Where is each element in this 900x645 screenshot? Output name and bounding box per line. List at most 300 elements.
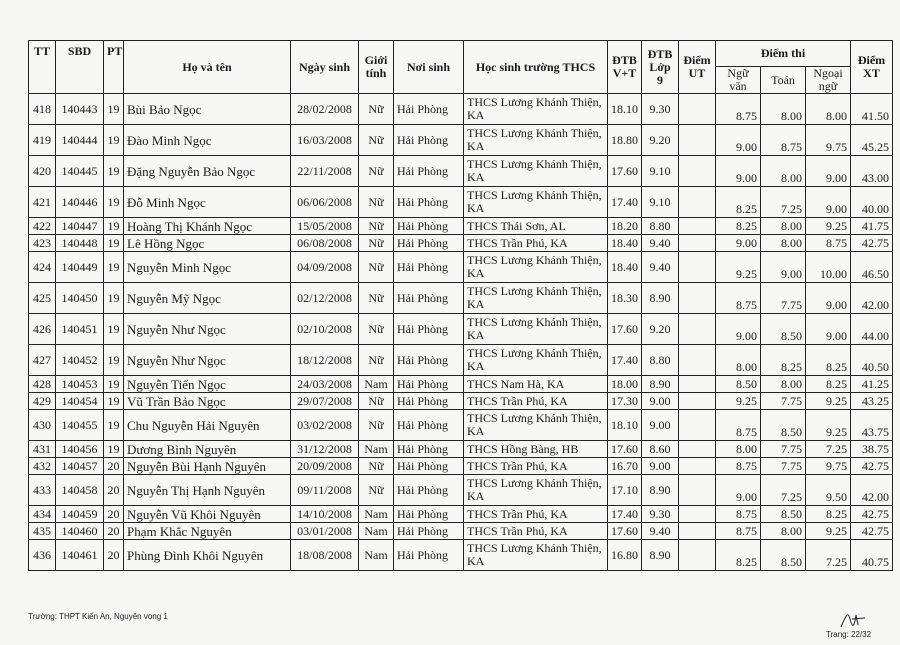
col-diem-ut-line2: UT (688, 66, 706, 80)
cell-diem-ut (679, 458, 716, 475)
cell-dtb-vt: 18.20 (608, 218, 642, 235)
cell-dtb-lop: 8.90 (642, 376, 679, 393)
cell-toan: 9.00 (761, 252, 806, 283)
cell-dob: 09/11/2008 (291, 475, 359, 506)
cell-tt: 425 (29, 283, 56, 314)
cell-diem-ut (679, 252, 716, 283)
cell-gender: Nữ (359, 125, 394, 156)
cell-diem-ut (679, 523, 716, 540)
col-ngu-van-line2: văn (729, 79, 747, 93)
cell-dtb-lop: 9.20 (642, 125, 679, 156)
cell-sbd: 140445 (56, 156, 104, 187)
cell-diem-ut (679, 410, 716, 441)
cell-diem-xt: 42.00 (851, 283, 893, 314)
cell-ngoai-ngu: 8.25 (806, 506, 851, 523)
cell-ngoai-ngu: 8.75 (806, 235, 851, 252)
table-row (29, 187, 893, 218)
cell-ngu-van: 9.00 (716, 156, 761, 187)
cell-dtb-vt: 17.60 (608, 441, 642, 458)
cell-dob: 03/01/2008 (291, 523, 359, 540)
col-tt: TT (29, 41, 56, 94)
cell-school: THCS Trần Phú, KA (464, 458, 608, 475)
cell-toan: 8.00 (761, 94, 806, 125)
cell-diem-ut (679, 376, 716, 393)
cell-pt: 20 (104, 540, 124, 571)
cell-pt: 20 (104, 523, 124, 540)
cell-tt: 421 (29, 187, 56, 218)
cell-pt: 19 (104, 345, 124, 376)
cell-diem-ut (679, 187, 716, 218)
cell-school: THCS Trần Phú, KA (464, 393, 608, 410)
cell-sbd: 140452 (56, 345, 104, 376)
cell-dtb-vt: 17.60 (608, 156, 642, 187)
cell-sbd: 140460 (56, 523, 104, 540)
cell-sbd: 140455 (56, 410, 104, 441)
cell-ngu-van: 8.75 (716, 523, 761, 540)
cell-tt: 431 (29, 441, 56, 458)
cell-diem-xt: 41.50 (851, 94, 893, 125)
col-ngu-van-line1: Ngữ (727, 66, 749, 80)
cell-ngoai-ngu: 7.25 (806, 441, 851, 458)
cell-toan: 7.25 (761, 475, 806, 506)
cell-tt: 436 (29, 540, 56, 571)
cell-name: Nguyễn Như Ngọc (124, 345, 291, 376)
cell-toan: 8.00 (761, 218, 806, 235)
cell-toan: 7.75 (761, 393, 806, 410)
cell-dob: 16/03/2008 (291, 125, 359, 156)
cell-gender: Nam (359, 506, 394, 523)
cell-dtb-lop: 8.90 (642, 540, 679, 571)
col-noi-sinh: Nơi sinh (394, 41, 464, 94)
col-toan: Toán (761, 67, 806, 94)
cell-sbd: 140446 (56, 187, 104, 218)
cell-pt: 19 (104, 218, 124, 235)
cell-tt: 430 (29, 410, 56, 441)
cell-dtb-vt: 17.40 (608, 187, 642, 218)
cell-name: Nguyễn Thị Hạnh Nguyên (124, 475, 291, 506)
cell-ngu-van: 8.75 (716, 458, 761, 475)
cell-sbd: 140450 (56, 283, 104, 314)
cell-ngu-van: 9.00 (716, 235, 761, 252)
cell-sbd: 140457 (56, 458, 104, 475)
cell-dtb-lop: 9.40 (642, 523, 679, 540)
cell-school: THCS Lương Khánh Thiện, KA (464, 540, 608, 571)
table-row (29, 458, 893, 475)
cell-school: THCS Trần Phú, KA (464, 523, 608, 540)
cell-pt: 19 (104, 252, 124, 283)
col-diem-thi: Điểm thi (716, 41, 851, 67)
footer-page-number: Trang: 22/32 (826, 630, 872, 639)
cell-tt: 434 (29, 506, 56, 523)
cell-name: Bùi Bảo Ngọc (124, 94, 291, 125)
cell-dob: 24/03/2008 (291, 376, 359, 393)
cell-tt: 419 (29, 125, 56, 156)
cell-gender: Nữ (359, 314, 394, 345)
cell-tt: 428 (29, 376, 56, 393)
cell-gender: Nữ (359, 345, 394, 376)
cell-ngoai-ngu: 9.75 (806, 125, 851, 156)
cell-diem-xt: 40.75 (851, 540, 893, 571)
cell-ngu-van: 9.00 (716, 125, 761, 156)
cell-place: Hải Phòng (394, 235, 464, 252)
cell-dtb-vt: 18.10 (608, 410, 642, 441)
cell-diem-xt: 40.00 (851, 187, 893, 218)
cell-pt: 20 (104, 506, 124, 523)
cell-place: Hải Phòng (394, 410, 464, 441)
cell-name: Nguyễn Tiến Ngọc (124, 376, 291, 393)
cell-diem-ut (679, 125, 716, 156)
cell-dtb-lop: 8.90 (642, 475, 679, 506)
cell-toan: 8.50 (761, 506, 806, 523)
cell-gender: Nữ (359, 187, 394, 218)
cell-diem-xt: 44.00 (851, 314, 893, 345)
cell-dtb-lop: 9.40 (642, 235, 679, 252)
signature-mark (838, 609, 868, 631)
cell-school: THCS Lương Khánh Thiện, KA (464, 345, 608, 376)
cell-tt: 433 (29, 475, 56, 506)
cell-toan: 7.75 (761, 458, 806, 475)
cell-school: THCS Lương Khánh Thiện, KA (464, 156, 608, 187)
cell-tt: 420 (29, 156, 56, 187)
cell-name: Nguyễn Bùi Hạnh Nguyên (124, 458, 291, 475)
table-row (29, 156, 893, 187)
cell-tt: 422 (29, 218, 56, 235)
col-diem-ut (679, 41, 716, 94)
table-row (29, 345, 893, 376)
cell-place: Hải Phòng (394, 345, 464, 376)
cell-school: THCS Nam Hà, KA (464, 376, 608, 393)
cell-school: THCS Lương Khánh Thiện, KA (464, 125, 608, 156)
cell-diem-xt: 43.75 (851, 410, 893, 441)
cell-dtb-lop: 9.30 (642, 94, 679, 125)
cell-ngu-van: 8.50 (716, 376, 761, 393)
cell-dtb-vt: 17.40 (608, 506, 642, 523)
cell-diem-ut (679, 94, 716, 125)
col-ngoai-ngu-line2: ngữ (818, 79, 838, 93)
cell-tt: 432 (29, 458, 56, 475)
cell-toan: 8.25 (761, 345, 806, 376)
cell-dtb-lop: 9.10 (642, 156, 679, 187)
cell-pt: 20 (104, 458, 124, 475)
cell-school: THCS Lương Khánh Thiện, KA (464, 187, 608, 218)
cell-toan: 8.50 (761, 314, 806, 345)
cell-ngu-van: 8.25 (716, 540, 761, 571)
cell-ngoai-ngu: 7.25 (806, 540, 851, 571)
cell-ngoai-ngu: 9.00 (806, 156, 851, 187)
col-gioi-tinh-line1: Giới (364, 53, 388, 67)
col-ho-ten: Họ và tên (124, 41, 291, 94)
col-diem-xt-line2: XT (863, 66, 880, 80)
cell-pt: 19 (104, 410, 124, 441)
cell-dtb-vt: 18.80 (608, 125, 642, 156)
cell-name: Nguyễn Mỹ Ngọc (124, 283, 291, 314)
cell-name: Hoàng Thị Khánh Ngọc (124, 218, 291, 235)
cell-dob: 28/02/2008 (291, 94, 359, 125)
cell-gender: Nam (359, 376, 394, 393)
cell-dtb-lop: 9.10 (642, 187, 679, 218)
cell-dob: 29/07/2008 (291, 393, 359, 410)
cell-diem-ut (679, 235, 716, 252)
table-body (29, 94, 893, 571)
cell-ngoai-ngu: 8.25 (806, 376, 851, 393)
cell-gender: Nam (359, 540, 394, 571)
cell-dtb-lop: 9.00 (642, 458, 679, 475)
cell-gender: Nam (359, 523, 394, 540)
cell-school: THCS Lương Khánh Thiện, KA (464, 475, 608, 506)
cell-sbd: 140454 (56, 393, 104, 410)
table-row (29, 523, 893, 540)
cell-diem-ut (679, 506, 716, 523)
cell-dob: 15/05/2008 (291, 218, 359, 235)
cell-pt: 20 (104, 475, 124, 506)
cell-dtb-vt: 17.60 (608, 314, 642, 345)
cell-school: THCS Trần Phú, KA (464, 235, 608, 252)
cell-toan: 8.75 (761, 125, 806, 156)
table-row (29, 314, 893, 345)
cell-diem-ut (679, 393, 716, 410)
cell-gender: Nam (359, 441, 394, 458)
cell-ngoai-ngu: 9.00 (806, 314, 851, 345)
cell-dob: 02/10/2008 (291, 314, 359, 345)
cell-pt: 19 (104, 376, 124, 393)
cell-diem-xt: 42.75 (851, 506, 893, 523)
cell-name: Vũ Trần Bảo Ngọc (124, 393, 291, 410)
cell-dtb-lop: 9.20 (642, 314, 679, 345)
cell-diem-xt: 41.75 (851, 218, 893, 235)
col-dtb-lop-line2: Lớp (649, 59, 671, 74)
cell-toan: 8.50 (761, 410, 806, 441)
cell-dob: 06/06/2008 (291, 187, 359, 218)
cell-pt: 19 (104, 94, 124, 125)
cell-name: Phạm Khắc Nguyên (124, 523, 291, 540)
cell-sbd: 140448 (56, 235, 104, 252)
cell-school: THCS Trần Phú, KA (464, 506, 608, 523)
table-row (29, 235, 893, 252)
cell-sbd: 140461 (56, 540, 104, 571)
cell-ngoai-ngu: 9.25 (806, 410, 851, 441)
cell-sbd: 140447 (56, 218, 104, 235)
cell-dob: 06/08/2008 (291, 235, 359, 252)
cell-tt: 435 (29, 523, 56, 540)
cell-name: Nguyễn Như Ngọc (124, 314, 291, 345)
cell-ngu-van: 8.25 (716, 218, 761, 235)
cell-gender: Nữ (359, 156, 394, 187)
cell-diem-ut (679, 345, 716, 376)
col-diem-xt (851, 41, 893, 94)
cell-ngoai-ngu: 9.00 (806, 187, 851, 218)
cell-diem-ut (679, 475, 716, 506)
cell-sbd: 140443 (56, 94, 104, 125)
cell-place: Hải Phòng (394, 523, 464, 540)
cell-place: Hải Phòng (394, 376, 464, 393)
cell-place: Hải Phòng (394, 393, 464, 410)
cell-ngoai-ngu: 9.75 (806, 458, 851, 475)
cell-sbd: 140456 (56, 441, 104, 458)
cell-diem-xt: 45.25 (851, 125, 893, 156)
cell-name: Nguyễn Vũ Khôi Nguyên (124, 506, 291, 523)
cell-diem-ut (679, 540, 716, 571)
cell-sbd: 140453 (56, 376, 104, 393)
cell-ngoai-ngu: 8.00 (806, 94, 851, 125)
cell-pt: 19 (104, 187, 124, 218)
cell-gender: Nữ (359, 283, 394, 314)
table-row (29, 376, 893, 393)
cell-dob: 18/08/2008 (291, 540, 359, 571)
cell-name: Đặng Nguyễn Bảo Ngọc (124, 156, 291, 187)
cell-school: THCS Lương Khánh Thiện, KA (464, 283, 608, 314)
cell-place: Hải Phòng (394, 314, 464, 345)
cell-dtb-vt: 18.00 (608, 376, 642, 393)
cell-diem-ut (679, 218, 716, 235)
cell-tt: 429 (29, 393, 56, 410)
cell-dtb-vt: 18.30 (608, 283, 642, 314)
cell-gender: Nữ (359, 410, 394, 441)
table-row (29, 283, 893, 314)
cell-school: THCS Lương Khánh Thiện, KA (464, 410, 608, 441)
cell-ngoai-ngu: 10.00 (806, 252, 851, 283)
cell-ngu-van: 9.25 (716, 252, 761, 283)
table-row (29, 540, 893, 571)
cell-toan: 8.00 (761, 523, 806, 540)
cell-diem-xt: 42.75 (851, 235, 893, 252)
cell-pt: 19 (104, 393, 124, 410)
col-gioi-tinh-line2: tính (365, 66, 387, 80)
cell-dtb-lop: 9.30 (642, 506, 679, 523)
cell-pt: 19 (104, 125, 124, 156)
cell-tt: 426 (29, 314, 56, 345)
cell-place: Hải Phòng (394, 506, 464, 523)
col-sbd: SBD (56, 41, 104, 94)
col-gioi-tinh (359, 41, 394, 94)
table-row (29, 252, 893, 283)
cell-tt: 427 (29, 345, 56, 376)
cell-tt: 423 (29, 235, 56, 252)
table-row (29, 441, 893, 458)
cell-toan: 7.75 (761, 283, 806, 314)
cell-dtb-lop: 9.00 (642, 410, 679, 441)
col-diem-ut-line1: Điểm (683, 53, 711, 67)
table-row (29, 506, 893, 523)
cell-pt: 19 (104, 314, 124, 345)
col-dtb-vt-line1: ĐTB (612, 53, 637, 67)
cell-ngu-van: 8.75 (716, 94, 761, 125)
cell-ngu-van: 9.00 (716, 314, 761, 345)
cell-dtb-vt: 17.30 (608, 393, 642, 410)
cell-place: Hải Phòng (394, 540, 464, 571)
cell-place: Hải Phòng (394, 283, 464, 314)
cell-diem-xt: 42.00 (851, 475, 893, 506)
cell-dtb-vt: 18.40 (608, 252, 642, 283)
cell-ngu-van: 8.75 (716, 506, 761, 523)
footer-school: Trường: THPT Kiến An, Nguyện vọng 1 (28, 612, 168, 621)
cell-diem-ut (679, 283, 716, 314)
cell-gender: Nữ (359, 458, 394, 475)
col-dtb-lop-line3: 9 (657, 72, 663, 87)
cell-school: THCS Lương Khánh Thiện, KA (464, 94, 608, 125)
cell-gender: Nữ (359, 235, 394, 252)
cell-dtb-lop: 8.60 (642, 441, 679, 458)
cell-dob: 22/11/2008 (291, 156, 359, 187)
col-pt: PT (104, 41, 124, 94)
cell-sbd: 140459 (56, 506, 104, 523)
cell-ngu-van: 9.00 (716, 475, 761, 506)
cell-place: Hải Phòng (394, 156, 464, 187)
cell-dtb-lop: 9.00 (642, 393, 679, 410)
table-row (29, 410, 893, 441)
cell-diem-xt: 42.75 (851, 458, 893, 475)
cell-pt: 19 (104, 283, 124, 314)
cell-sbd: 140451 (56, 314, 104, 345)
cell-diem-ut (679, 156, 716, 187)
cell-name: Đỗ Minh Ngọc (124, 187, 291, 218)
table-row (29, 393, 893, 410)
cell-tt: 424 (29, 252, 56, 283)
cell-ngu-van: 8.75 (716, 410, 761, 441)
col-dtb-vt-line2: V+T (612, 66, 637, 80)
cell-ngu-van: 9.25 (716, 393, 761, 410)
cell-name: Phùng Đình Khôi Nguyên (124, 540, 291, 571)
results-table (28, 40, 893, 571)
cell-dtb-vt: 17.10 (608, 475, 642, 506)
col-dtb-lop (642, 41, 679, 94)
cell-name: Đào Minh Ngọc (124, 125, 291, 156)
cell-diem-ut (679, 314, 716, 345)
cell-place: Hải Phòng (394, 252, 464, 283)
cell-gender: Nữ (359, 218, 394, 235)
table-header (29, 41, 893, 94)
table-row (29, 218, 893, 235)
cell-ngu-van: 8.00 (716, 345, 761, 376)
col-ngay-sinh: Ngày sinh (291, 41, 359, 94)
cell-pt: 19 (104, 235, 124, 252)
cell-school: THCS Hồng Bàng, HB (464, 441, 608, 458)
cell-dtb-vt: 17.60 (608, 523, 642, 540)
col-ngu-van (716, 67, 761, 94)
col-diem-xt-line1: Điểm (857, 53, 886, 67)
cell-ngoai-ngu: 9.50 (806, 475, 851, 506)
cell-school: THCS Lương Khánh Thiện, KA (464, 252, 608, 283)
cell-ngu-van: 8.25 (716, 187, 761, 218)
cell-dob: 03/02/2008 (291, 410, 359, 441)
results-sheet (28, 40, 893, 571)
cell-ngu-van: 8.00 (716, 441, 761, 458)
cell-diem-xt: 43.00 (851, 156, 893, 187)
cell-school: THCS Thái Sơn, AL (464, 218, 608, 235)
cell-diem-xt: 40.50 (851, 345, 893, 376)
cell-ngoai-ngu: 8.25 (806, 345, 851, 376)
cell-dob: 18/12/2008 (291, 345, 359, 376)
cell-dtb-lop: 9.40 (642, 252, 679, 283)
cell-diem-xt: 43.25 (851, 393, 893, 410)
cell-ngoai-ngu: 9.00 (806, 283, 851, 314)
cell-toan: 8.00 (761, 156, 806, 187)
cell-toan: 8.50 (761, 540, 806, 571)
cell-place: Hải Phòng (394, 458, 464, 475)
cell-name: Chu Nguyễn Hải Nguyên (124, 410, 291, 441)
cell-ngoai-ngu: 9.25 (806, 523, 851, 540)
cell-dtb-lop: 8.80 (642, 218, 679, 235)
cell-dtb-vt: 18.40 (608, 235, 642, 252)
cell-dtb-vt: 16.70 (608, 458, 642, 475)
cell-gender: Nữ (359, 94, 394, 125)
col-dtb-vt (608, 41, 642, 94)
cell-place: Hải Phòng (394, 218, 464, 235)
cell-sbd: 140458 (56, 475, 104, 506)
cell-toan: 8.00 (761, 235, 806, 252)
cell-ngoai-ngu: 9.25 (806, 393, 851, 410)
cell-name: Dương Bình Nguyên (124, 441, 291, 458)
cell-sbd: 140444 (56, 125, 104, 156)
